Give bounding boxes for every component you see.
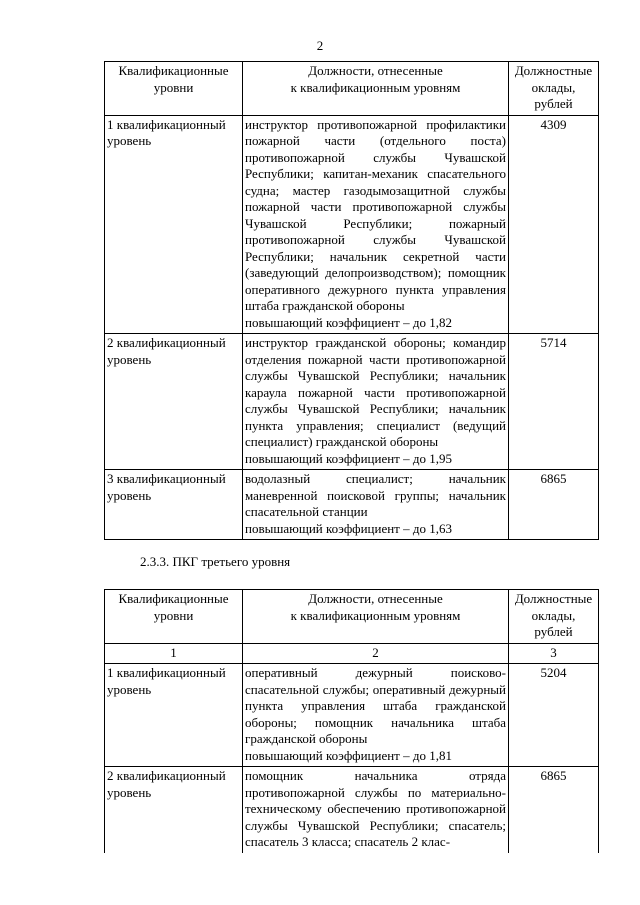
column-number-3: 3: [509, 643, 599, 664]
positions-text: оперативный дежурный поисково-спасательной службы; оперативный дежурный пункта управления штаба гражданской обороны; помощник начальника штаба гражданской обороны: [245, 665, 506, 746]
section-title: 2.3.3. ПКГ третьего уровня: [140, 554, 291, 569]
level-label: 1 квалификационный: [107, 116, 226, 132]
header-positions-line2: к квалификационным уровням: [290, 79, 461, 95]
table-header-row: [105, 62, 599, 116]
coefficient-text: повышающий коэффициент – до 1,95: [245, 450, 452, 466]
positions-cell: [243, 334, 509, 470]
salary-table-third-level: [104, 589, 599, 853]
table-header-row: [105, 590, 599, 644]
level-cell: [105, 334, 243, 470]
positions-text: инструктор гражданской обороны; командир отделения пожарной части противопожарной службы Чувашской Республики; начальник караула пожарной части противопожарной службы Чувашской Республики; начальник пункта управления; специалист (ведущий специалист) гражданской обороны: [245, 335, 506, 449]
level-label-suffix: уровень: [107, 487, 152, 503]
positions-cell: [243, 470, 509, 540]
level-label-suffix: уровень: [107, 784, 152, 800]
table-row: [105, 115, 599, 334]
header-positions-line1: Должности, отнесенные: [308, 63, 443, 78]
header-salaries: Должностные оклады, рублей: [509, 62, 599, 116]
column-number-1: 1: [105, 643, 243, 664]
table-row: [105, 334, 599, 470]
header-positions: [243, 62, 509, 116]
table-row: [105, 664, 599, 767]
salary-cell: 5204: [509, 664, 599, 767]
level-label: 1 квалификационный: [107, 665, 226, 680]
header-positions: [243, 590, 509, 644]
page-number: 2: [316, 38, 324, 53]
salary-cell: 6865: [509, 767, 599, 853]
column-number-row: [105, 643, 599, 664]
positions-text: инструктор противопожарной профилактики пожарной части (отдельного поста) противопожарной службы Чувашской Республики; капитан-механик спасательного судна; мастер газодымозащитной службы пожарной части противопожарной службы Чувашской Республики; пожарный противопожарной службы Чувашской Республики; начальник секретной части (заведующий делопроизводством); помощник оперативного дежурного пункта управления штаба гражданской обороны: [245, 116, 506, 313]
level-label: 3 квалификационный: [107, 471, 226, 486]
coefficient-text: повышающий коэффициент – до 1,63: [245, 520, 452, 536]
level-label-suffix: уровень: [107, 351, 152, 367]
positions-text: помощник начальника отряда противопожарной службы по материально-техническому обеспечению противопожарной службы Чувашской Республики; спасатель; спасатель 3 класса; спасатель 2 клас-: [245, 768, 506, 849]
column-number-2: 2: [243, 643, 509, 664]
coefficient-text: повышающий коэффициент – до 1,81: [245, 747, 452, 763]
coefficient-text: повышающий коэффициент – до 1,82: [245, 314, 452, 330]
salary-cell: 6865: [509, 470, 599, 540]
level-cell: [105, 115, 243, 334]
header-salaries: Должностные оклады, рублей: [509, 590, 599, 644]
table-row: [105, 767, 599, 853]
salary-table-second-level: [104, 61, 599, 540]
positions-cell: [243, 664, 509, 767]
header-qualification-levels: Квалификационные уровни: [105, 590, 243, 644]
level-cell: [105, 470, 243, 540]
level-label-suffix: уровень: [107, 133, 152, 148]
level-label: 2 квалификационный: [107, 768, 226, 783]
salary-cell: 5714: [509, 334, 599, 470]
header-positions-line1: Должности, отнесенные: [308, 591, 443, 606]
level-cell: [105, 664, 243, 767]
header-qualification-levels: Квалификационные уровни: [105, 62, 243, 116]
positions-cell: [243, 115, 509, 334]
level-label-suffix: уровень: [107, 681, 152, 697]
table-row: [105, 470, 599, 540]
level-cell: [105, 767, 243, 853]
level-label: 2 квалификационный: [107, 335, 226, 350]
positions-cell: [243, 767, 509, 853]
header-positions-line2: к квалификационным уровням: [290, 607, 461, 623]
positions-text: водолазный специалист; начальник маневренной поисковой группы; начальник спасательной станции: [245, 471, 506, 519]
salary-cell: 4309: [509, 115, 599, 334]
